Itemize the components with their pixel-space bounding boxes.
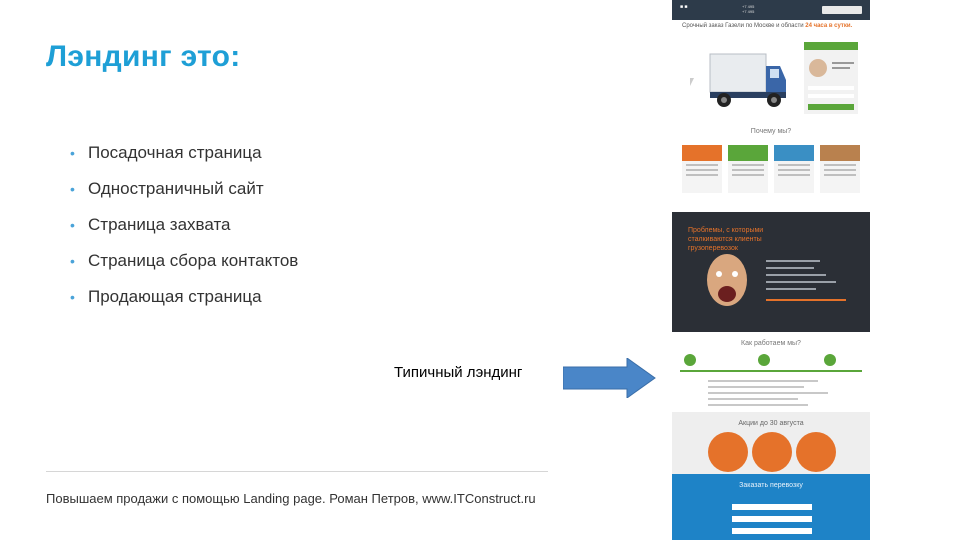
thumb-form-header <box>804 42 858 50</box>
footer-divider <box>46 471 548 472</box>
bullet-item: • Страница захвата <box>70 212 298 248</box>
thumb-how-title: Как работаем мы? <box>741 340 801 347</box>
truck-icon <box>688 48 788 110</box>
thumb-why-title: Почему мы? <box>750 128 792 135</box>
bullet-item: • Одностраничный сайт <box>70 176 298 212</box>
thumb-problems-text: Проблемы, с которыми сталкиваются клиенты грузоперевозок <box>688 227 764 252</box>
screaming-man-image <box>702 250 752 314</box>
thumb-feature-card <box>682 145 722 193</box>
thumb-promo-title: Акции до 30 августа <box>738 420 804 427</box>
right-arrow-icon <box>563 358 657 398</box>
thumb-order-section <box>672 474 870 540</box>
thumb-feature-card <box>728 145 768 193</box>
thumb-logo: ■ ■ <box>680 4 688 10</box>
thumb-orange-line <box>766 299 846 301</box>
thumb-order-form <box>804 42 858 114</box>
thumb-order-input <box>732 516 812 522</box>
thumb-hero-accent: 24 часа в сутки. <box>805 23 853 29</box>
slide-title: Лэндинг это: <box>46 40 241 73</box>
operator-avatar-icon <box>804 50 858 114</box>
thumb-promo-badge <box>796 432 836 472</box>
thumb-order-title: Заказать перевозку <box>739 482 803 489</box>
thumb-promo-badge <box>708 432 748 472</box>
bullet-item: • Страница сбора контактов <box>70 248 298 284</box>
thumb-hero-text <box>682 22 862 30</box>
thumb-header <box>672 0 870 20</box>
thumb-feature-card <box>820 145 860 193</box>
definition-list <box>70 140 298 320</box>
thumb-feature-card <box>774 145 814 193</box>
callout-label: Типичный лэндинг <box>394 364 523 381</box>
thumb-problems-section <box>672 212 870 332</box>
thumb-promo-badge <box>752 432 792 472</box>
thumb-header-button <box>822 6 862 14</box>
thumb-phone: +7 495 +7 495 <box>742 4 755 14</box>
bullet-item: • Продающая страница <box>70 284 298 320</box>
landing-page-screenshot <box>672 0 870 540</box>
thumb-order-input <box>732 528 812 534</box>
bullet-item: • Посадочная страница <box>70 140 298 176</box>
footer-text: Повышаем продажи с помощью Landing page. Роман Петров, www.ITConstruct.ru <box>46 491 536 506</box>
thumb-steps <box>680 352 862 372</box>
thumb-order-input <box>732 504 812 510</box>
thumb-hero-line: Срочный заказ Газели по Москве и области <box>682 23 804 29</box>
